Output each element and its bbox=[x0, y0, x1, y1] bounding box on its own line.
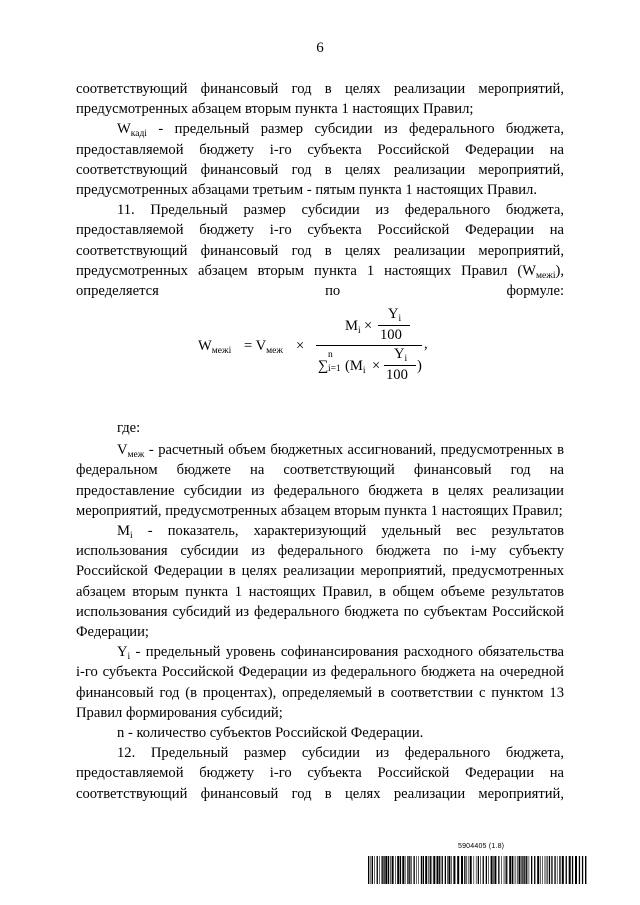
barcode-bar bbox=[451, 856, 452, 884]
barcode-bar bbox=[395, 856, 396, 884]
paragraph-item-12: 12. Предельный размер субсидии из федерального бюджета, предоставляемой бюджету i-го субъекта Российской Федерации на соответствующий финансовый год в целях реализации мероприятий, bbox=[76, 745, 564, 802]
barcode-bar bbox=[546, 856, 547, 884]
barcode-bar bbox=[514, 856, 515, 884]
barcode-bar bbox=[545, 856, 546, 884]
barcode-bar bbox=[498, 856, 499, 884]
paragraph-continuation: соответствующий финансовый год в целях реализации мероприятий, предусмотренных абзацем вторым пункта 1 настоящих Правил; bbox=[76, 81, 564, 118]
barcode-bar bbox=[501, 856, 502, 884]
barcode-bar bbox=[493, 856, 494, 884]
barcode-bar bbox=[517, 856, 518, 884]
barcode-bar bbox=[474, 856, 475, 884]
barcode-bar bbox=[483, 856, 484, 884]
barcode-bar bbox=[447, 856, 448, 884]
barcode-bar bbox=[371, 856, 372, 884]
barcode-bar bbox=[480, 856, 481, 884]
barcode-bar bbox=[547, 856, 548, 884]
barcode-bar bbox=[491, 856, 493, 884]
barcode-bar bbox=[537, 856, 539, 884]
barcode-bar bbox=[509, 856, 511, 884]
barcode-bar bbox=[368, 856, 369, 884]
barcode-bar bbox=[506, 856, 507, 884]
barcode-bar bbox=[529, 856, 530, 884]
barcode-bar bbox=[382, 856, 383, 884]
barcode-bar bbox=[411, 856, 412, 884]
formula bbox=[198, 300, 458, 390]
formula-vmez: = $V_{меж}$ bbox=[244, 338, 283, 356]
paragraph-n-definition: n - количество субъектов Российской Федерации. bbox=[117, 725, 424, 742]
barcode-bar bbox=[494, 856, 496, 884]
page-number: 6 bbox=[316, 40, 324, 56]
barcode-bar bbox=[521, 856, 522, 884]
formula-den-y: $Y_i$ bbox=[394, 346, 408, 364]
barcode-bar bbox=[425, 856, 427, 884]
barcode-bar bbox=[372, 856, 373, 884]
barcode-bar bbox=[407, 856, 408, 884]
barcode-bar bbox=[470, 856, 472, 884]
barcode-bar bbox=[418, 856, 419, 884]
formula-den-inner-bar bbox=[384, 365, 416, 366]
barcode-bar bbox=[582, 856, 583, 884]
text-block-top bbox=[76, 79, 564, 301]
barcode-bar bbox=[453, 856, 455, 884]
barcode-bar bbox=[374, 856, 375, 884]
barcode-bar bbox=[519, 856, 521, 884]
barcode-bar bbox=[559, 856, 560, 884]
barcode-bar bbox=[516, 856, 517, 884]
formula-den-m: ($M_i$ bbox=[345, 358, 366, 376]
barcode-bar bbox=[579, 856, 580, 884]
barcode-bar bbox=[442, 856, 443, 884]
formula-num-m: $M_i$ bbox=[345, 318, 361, 336]
where-label: где: bbox=[117, 420, 141, 436]
barcode-bar bbox=[461, 856, 463, 884]
barcode-bar bbox=[392, 856, 394, 884]
formula-num-y: $Y_i$ bbox=[388, 306, 402, 324]
barcode-bar bbox=[549, 856, 550, 884]
barcode-bar bbox=[505, 856, 506, 884]
barcode-bar bbox=[476, 856, 477, 884]
barcode-bar bbox=[432, 856, 433, 884]
barcode-bar bbox=[575, 856, 577, 884]
barcode-bar bbox=[466, 856, 467, 884]
barcode-bar bbox=[397, 856, 399, 884]
barcode-bar bbox=[569, 856, 571, 884]
barcode-bar bbox=[388, 856, 389, 884]
barcode-bar bbox=[421, 856, 422, 884]
barcode-bar bbox=[445, 856, 446, 884]
barcode-bar bbox=[437, 856, 439, 884]
formula-den-sum: ∑ bbox=[318, 358, 329, 374]
barcode-bar bbox=[540, 856, 541, 884]
barcode-bar bbox=[405, 856, 406, 884]
formula-num-times: × bbox=[364, 318, 373, 334]
paragraph-vmez-definition: $V_{меж}$ - расчетный объем бюджетных ассигнований, предусмотренных в федеральном бюджете на соответствующий финансовый год на предоставление субсидии из федерального бюджета в целях реализации мероприятий, предусмотренных абзацем вторым пункта 1 настоящих Правил; bbox=[76, 442, 564, 519]
formula-times: × bbox=[296, 338, 305, 354]
barcode-bar bbox=[379, 856, 380, 884]
barcode-bar bbox=[468, 856, 469, 884]
formula-den-times: × bbox=[372, 358, 381, 374]
paragraph-mi-definition: $M_i$ - показатель, характеризующий удельный вес результатов использования субсидии из федерального бюджета по i-му субъекту Российской Федерации в целях реализации мероприятий, предусмотренных абзацем вторым пункта 1 настоящих Правил, в общем объеме результатов использования субсидий из федерального бюджета по субъектам Российской Федерации; bbox=[76, 523, 564, 641]
barcode-bar bbox=[385, 856, 387, 884]
barcode-bar bbox=[562, 856, 564, 884]
barcode-bar bbox=[409, 856, 410, 884]
barcode-bar bbox=[557, 856, 558, 884]
formula-lhs: $W_{межi}$ bbox=[198, 338, 232, 356]
formula-num-inner-bar bbox=[378, 325, 410, 326]
barcode-bar bbox=[522, 856, 523, 884]
barcode-bar bbox=[390, 856, 391, 884]
barcode-bar bbox=[416, 856, 417, 884]
barcode-bar bbox=[486, 856, 487, 884]
barcode-bar bbox=[572, 856, 573, 884]
barcode-bar bbox=[585, 856, 586, 884]
barcode-icon bbox=[368, 856, 587, 884]
barcode-bar bbox=[524, 856, 525, 884]
barcode-bar bbox=[428, 856, 429, 884]
formula-den-sum-sub: i=1 bbox=[328, 364, 341, 374]
barcode-bar bbox=[402, 856, 404, 884]
barcode-bar bbox=[423, 856, 424, 884]
barcode-bar bbox=[377, 856, 378, 884]
barcode-bar bbox=[430, 856, 431, 884]
barcode-bar bbox=[448, 856, 450, 884]
barcode-bar bbox=[400, 856, 401, 884]
barcode-bar bbox=[531, 856, 532, 884]
barcode-bar bbox=[526, 856, 527, 884]
barcode-bar bbox=[414, 856, 415, 884]
barcode-bar bbox=[439, 856, 440, 884]
barcode-bar bbox=[433, 856, 435, 884]
barcode-bar bbox=[554, 856, 555, 884]
paragraph-item-11: 11. Предельный размер субсидии из федерального бюджета, предоставляемой бюджету i-го субъекта Российской Федерации на соответствующий финансовый год в целях реализации мероприятий, предусмотренных абзацем вторым пункта 1 настоящих Правил $(W_{межi})$, определяется по формуле: bbox=[76, 202, 564, 300]
barcode-number: 5904405 (1.8) bbox=[458, 843, 505, 850]
paragraph-yi-definition: $Y_i$ - предельный уровень софинансирования расходного обязательства i-го субъекта Российской Федерации из федерального бюджета на очередной финансовый год (в процентах), определяемый в соответствии с пунктом 13 Правил формирования субсидий; bbox=[76, 644, 564, 721]
formula-den-close: ) bbox=[417, 358, 422, 374]
text-block-bottom bbox=[76, 418, 564, 804]
formula-den-sum-sup: n bbox=[328, 350, 333, 360]
barcode-bar bbox=[464, 856, 465, 884]
formula-den-100: 100 bbox=[386, 367, 408, 383]
barcode-bar bbox=[512, 856, 513, 884]
barcode-bar bbox=[383, 856, 384, 884]
barcode-bar bbox=[488, 856, 489, 884]
barcode-bar bbox=[542, 856, 543, 884]
barcode-bar bbox=[551, 856, 552, 884]
barcode-bar bbox=[534, 856, 535, 884]
barcode-bar bbox=[457, 856, 459, 884]
paragraph-wkad-definition: $W_{кадi}$ - предельный размер субсидии из федерального бюджета, предоставляемой бюджету i-го субъекта Российской Федерации на соответствующий финансовый год в целях реализации мероприятий, предусмотренных абзацами третьим - пятым пункта 1 настоящих Правил. bbox=[76, 121, 564, 199]
formula-comma: , bbox=[424, 336, 428, 352]
barcode-bar bbox=[504, 856, 505, 884]
barcode-bar bbox=[478, 856, 479, 884]
barcode-bar bbox=[566, 856, 567, 884]
formula-num-100: 100 bbox=[380, 327, 402, 343]
